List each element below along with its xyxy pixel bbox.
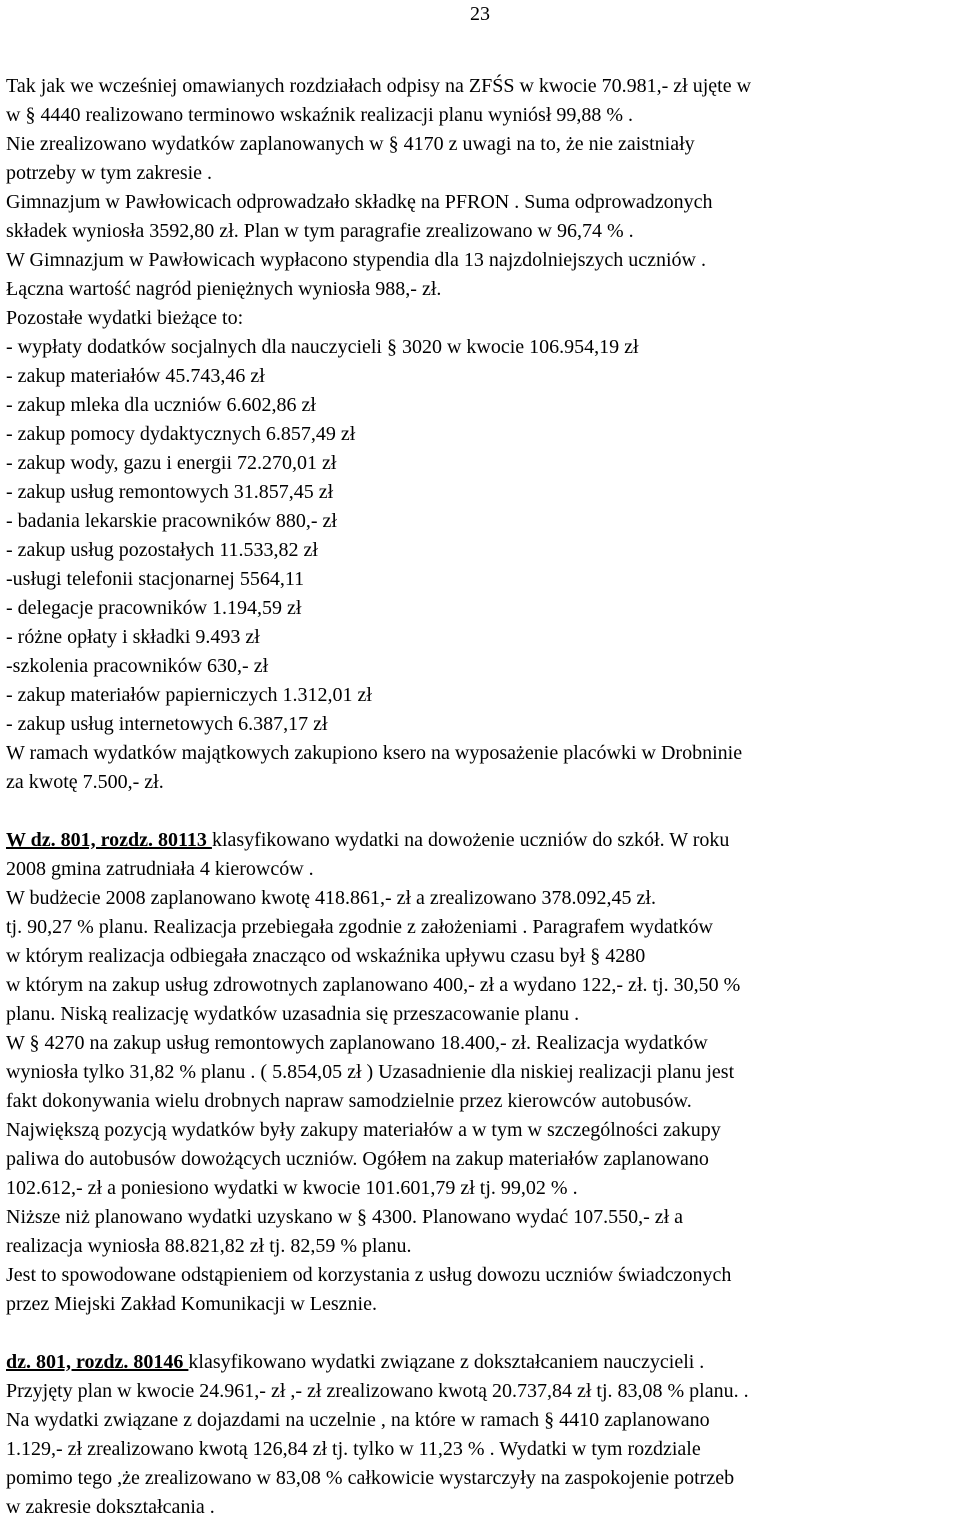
text-run: - badania lekarskie pracowników 880,- zł — [6, 510, 337, 532]
text-line — [6, 391, 956, 420]
text-line — [6, 1203, 956, 1232]
text-run: W ramach wydatków majątkowych zakupiono ksero na wyposażenie placówki w Drobninie — [6, 742, 743, 764]
text-run: w zakresie dokształcania . — [6, 1496, 215, 1518]
paragraph-gap — [6, 1319, 956, 1348]
text-line — [6, 1435, 956, 1464]
text-line — [6, 478, 956, 507]
text-run: planu. Niską realizację wydatków uzasadnia się przeszacowanie planu . — [6, 1003, 580, 1025]
text-line — [6, 971, 956, 1000]
text-line — [6, 855, 956, 884]
text-run: składek wyniosła 3592,80 zł. Plan w tym paragrafie zrealizowano w 96,74 % . — [6, 220, 634, 242]
text-run: 2008 gmina zatrudniała 4 kierowców . — [6, 858, 314, 880]
text-line — [6, 188, 956, 217]
text-run: - zakup usług remontowych 31.857,45 zł — [6, 481, 334, 503]
text-line — [6, 1058, 956, 1087]
text-line — [6, 333, 956, 362]
text-run: - różne opłaty i składki 9.493 zł — [6, 626, 260, 648]
text-run: w którym realizacja odbiegała znacząco od wskaźnika upływu czasu był § 4280 — [6, 945, 646, 967]
text-line — [6, 913, 956, 942]
text-line — [6, 1377, 956, 1406]
text-line — [6, 217, 956, 246]
text-line — [6, 652, 956, 681]
text-run: za kwotę 7.500,- zł. — [6, 771, 164, 793]
text-line — [6, 1290, 956, 1319]
text-line — [6, 1406, 956, 1435]
text-line — [6, 304, 956, 333]
text-run: - wypłaty dodatków socjalnych dla nauczycieli § 3020 w kwocie 106.954,19 zł — [6, 336, 639, 358]
text-run: klasyfikowano wydatki na dowożenie uczniów do szkół. W roku — [211, 829, 730, 851]
text-line — [6, 1493, 956, 1522]
text-line — [6, 1145, 956, 1174]
text-run: - zakup materiałów 45.743,46 zł — [6, 365, 265, 387]
text-run: Tak jak we wcześniej omawianych rozdziałach odpisy na ZFŚS w kwocie 70.981,- zł ujęte w — [6, 75, 752, 97]
text-run: Gimnazjum w Pawłowicach odprowadzało składkę na PFRON . Suma odprowadzonych — [6, 191, 713, 213]
text-line — [6, 362, 956, 391]
text-run: Jest to spowodowane odstąpieniem od korzystania z usług dowozu uczniów świadczonych — [6, 1264, 732, 1286]
text-line — [6, 246, 956, 275]
text-line — [6, 884, 956, 913]
text-line — [6, 507, 956, 536]
text-line — [6, 1464, 956, 1493]
section-heading: dz. 801, rozdz. 80146 — [6, 1351, 189, 1373]
document-body — [6, 72, 956, 1522]
text-run: przez Miejski Zakład Komunikacji w Lesznie. — [6, 1293, 377, 1315]
text-line — [6, 130, 956, 159]
text-run: paliwa do autobusów dowożących uczniów. Ogółem na zakup materiałów zaplanowano — [6, 1148, 709, 1170]
text-run: - zakup mleka dla uczniów 6.602,86 zł — [6, 394, 316, 416]
text-line — [6, 449, 956, 478]
text-run: Na wydatki związane z dojazdami na uczelnie , na które w ramach § 4410 zaplanowano — [6, 1409, 710, 1431]
text-line — [6, 739, 956, 768]
text-line — [6, 1174, 956, 1203]
text-run: - zakup wody, gazu i energii 72.270,01 zł — [6, 452, 337, 474]
text-line — [6, 536, 956, 565]
text-run: pomimo tego ,że zrealizowano w 83,08 % całkowicie wystarczyły na zaspokojenie potrzeb — [6, 1467, 735, 1489]
text-line — [6, 72, 956, 101]
text-line — [6, 1348, 956, 1377]
text-line — [6, 1261, 956, 1290]
text-line — [6, 1029, 956, 1058]
text-run: tj. 90,27 % planu. Realizacja przebiegała zgodnie z założeniami . Paragrafem wydatków — [6, 916, 713, 938]
text-line — [6, 101, 956, 130]
text-line — [6, 275, 956, 304]
text-run: Pozostałe wydatki bieżące to: — [6, 307, 244, 329]
text-run: -usługi telefonii stacjonarnej 5564,11 — [6, 568, 305, 590]
text-run: - delegacje pracowników 1.194,59 zł — [6, 597, 302, 619]
text-line — [6, 942, 956, 971]
text-run: Największą pozycją wydatków były zakupy materiałów a w tym w szczególności zakupy — [6, 1119, 721, 1141]
text-run: wyniosła tylko 31,82 % planu . ( 5.854,05 zł ) Uzasadnienie dla niskiej realizacji planu jest — [6, 1061, 735, 1083]
text-run: w § 4440 realizowano terminowo wskaźnik realizacji planu wyniósł 99,88 % . — [6, 104, 634, 126]
text-run: - zakup pomocy dydaktycznych 6.857,49 zł — [6, 423, 356, 445]
text-run: Przyjęty plan w kwocie 24.961,- zł ,- zł zrealizowano kwotą 20.737,84 zł tj. 83,08 % planu. . — [6, 1380, 749, 1402]
text-run: realizacja wyniosła 88.821,82 zł tj. 82,59 % planu. — [6, 1235, 412, 1257]
text-line — [6, 1232, 956, 1261]
text-line — [6, 565, 956, 594]
text-run: klasyfikowano wydatki związane z dokształcaniem nauczycieli . — [188, 1351, 705, 1373]
text-line — [6, 159, 956, 188]
text-run: W § 4270 na zakup usług remontowych zaplanowano 18.400,- zł. Realizacja wydatków — [6, 1032, 708, 1054]
text-line — [6, 420, 956, 449]
text-line — [6, 594, 956, 623]
text-run: Niższe niż planowano wydatki uzyskano w § 4300. Planowano wydać 107.550,- zł a — [6, 1206, 684, 1228]
text-line — [6, 710, 956, 739]
text-run: Łączna wartość nagród pieniężnych wyniosła 988,- zł. — [6, 278, 442, 300]
text-line — [6, 768, 956, 797]
text-run: Nie zrealizowano wydatków zaplanowanych w § 4170 z uwagi na to, że nie zaistniały — [6, 133, 695, 155]
text-run: 102.612,- zł a poniesiono wydatki w kwocie 101.601,79 zł tj. 99,02 % . — [6, 1177, 578, 1199]
text-run: - zakup usług pozostałych 11.533,82 zł — [6, 539, 318, 561]
text-line — [6, 826, 956, 855]
text-run: 1.129,- zł zrealizowano kwotą 126,84 zł tj. tylko w 11,23 % . Wydatki w tym rozdziale — [6, 1438, 701, 1460]
page-number: 23 — [470, 3, 490, 25]
text-run: -szkolenia pracowników 630,- zł — [6, 655, 269, 677]
paragraph-gap — [6, 797, 956, 826]
text-run: - zakup usług internetowych 6.387,17 zł — [6, 713, 328, 735]
text-run: - zakup materiałów papierniczych 1.312,01 zł — [6, 684, 372, 706]
text-line — [6, 1000, 956, 1029]
text-line — [6, 681, 956, 710]
section-heading: W dz. 801, rozdz. 80113 — [6, 829, 212, 851]
text-line — [6, 1116, 956, 1145]
text-run: W budżecie 2008 zaplanowano kwotę 418.861,- zł a zrealizowano 378.092,45 zł. — [6, 887, 656, 909]
text-run: w którym na zakup usług zdrowotnych zaplanowano 400,- zł a wydano 122,- zł. tj. 30,50 % — [6, 974, 741, 996]
text-run: fakt dokonywania wielu drobnych napraw samodzielnie przez kierowców autobusów. — [6, 1090, 692, 1112]
text-line — [6, 623, 956, 652]
text-line — [6, 1087, 956, 1116]
text-run: W Gimnazjum w Pawłowicach wypłacono stypendia dla 13 najzdolniejszych uczniów . — [6, 249, 706, 271]
text-run: potrzeby w tym zakresie . — [6, 162, 213, 184]
